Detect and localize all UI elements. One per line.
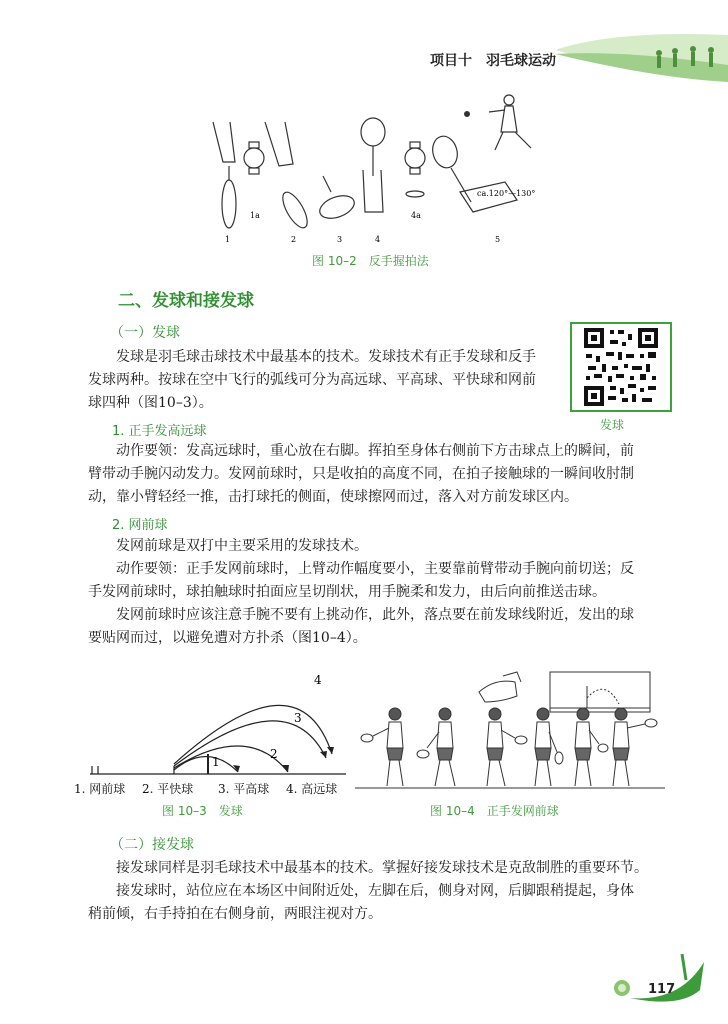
fig10-2-label: 5 — [495, 235, 501, 244]
fig10-2-label: 3 — [337, 235, 343, 244]
subsection-title-serve: （一）发球 — [110, 325, 180, 341]
text-line: 发球两种。按球在空中飞行的弧线可分为高远球、平高球、平快球和网前 — [88, 372, 536, 388]
text-line: 发球是羽毛球击球技术中最基本的技术。发球技术有正手发球和反手 — [116, 349, 536, 365]
trajectory-label: 3 — [294, 711, 302, 725]
item-title-high-serve: 1. 正手发高远球 — [112, 424, 207, 439]
trajectory-label: 1 — [212, 755, 220, 769]
qr-label: 发球 — [600, 418, 625, 432]
serve-intro — [88, 346, 558, 415]
subsection-title-receive: （二）接发球 — [110, 837, 194, 853]
text-line: 接发球时，站位应在本场区中间附近处，左脚在后，侧身对网，后脚跟稍提起，身体 — [116, 883, 634, 899]
fig10-2-label: 4a — [411, 211, 421, 220]
qr-pattern — [584, 328, 658, 406]
fig10-2-angle-note: ca.120°—130° — [477, 189, 536, 198]
text-line: 要贴网而过，以避免遭对方扑杀（图10–4）。 — [88, 630, 367, 646]
legend-flat-fast: 2. 平快球 — [142, 782, 194, 796]
fig10-3-caption: 图 10–3 发球 — [162, 804, 243, 818]
fig10-2-label: 4 — [375, 235, 381, 244]
section-title: 二、发球和接发球 — [118, 291, 254, 311]
high-serve-text — [88, 440, 663, 509]
text-line: 手发网前球时，球拍触球时拍面应呈切削状，用手腕柔和发力，由后向前推送击球。 — [88, 584, 606, 600]
legend-high-clear: 4. 高远球 — [286, 782, 338, 796]
fig10-4-illustration — [355, 668, 665, 793]
fig10-4-caption: 图 10–4 正手发网前球 — [430, 804, 559, 818]
fig10-3-trajectories — [88, 662, 348, 778]
text-line: 稍前倾，右手持拍在右侧身前，两眼注视对方。 — [88, 906, 382, 922]
text-line: 动作要领：正手发网前球时，上臂动作幅度要小，主要靠前臂带动手腕向前切送；反 — [116, 561, 634, 577]
item-title-net-serve: 2. 网前球 — [112, 518, 168, 533]
receive-text — [88, 857, 663, 926]
text-line: 动作要领：发高远球时，重心放在右脚。挥拍至身体右侧前下方击球点上的瞬间，前 — [116, 443, 634, 459]
trajectory-label: 2 — [270, 747, 278, 761]
text-line: 臂带动手腕闪动发力。发网前球时，只是收拍的高度不同，在拍子接触球的一瞬间收肘制 — [88, 466, 634, 482]
trajectory-label: 4 — [314, 673, 322, 687]
page-number: 117 — [648, 982, 676, 997]
net-serve-text — [88, 535, 663, 650]
footer-decoration — [600, 950, 710, 1010]
header-decoration — [555, 20, 728, 90]
page-header-title: 项目十 羽毛球运动 — [430, 53, 556, 69]
fig10-2-label: 2 — [291, 235, 297, 244]
text-line: 动，靠小臂轻经一推，击打球托的侧面，使球擦网而过，落入对方前发球区内。 — [88, 489, 578, 505]
text-line: 发网前球是双打中主要采用的发球技术。 — [116, 538, 368, 554]
legend-flat-high: 3. 平高球 — [218, 782, 270, 796]
text-line: 发网前球时应该注意手腕不要有上挑动作，此外，落点要在前发球线附近，发出的球 — [116, 607, 634, 623]
fig10-2-label: 1 — [225, 235, 231, 244]
text-line: 球四种（图10–3）。 — [88, 395, 213, 411]
qr-code[interactable] — [570, 322, 672, 412]
fig10-2-caption: 图 10–2 反手握拍法 — [312, 254, 429, 268]
legend-net-serve: 1. 网前球 — [74, 782, 126, 796]
fig10-2-illustration — [205, 92, 550, 244]
fig10-2-label: 1a — [250, 211, 260, 220]
text-line: 接发球同样是羽毛球技术中最基本的技术。掌握好接发球技术是克敌制胜的重要环节。 — [116, 860, 648, 876]
